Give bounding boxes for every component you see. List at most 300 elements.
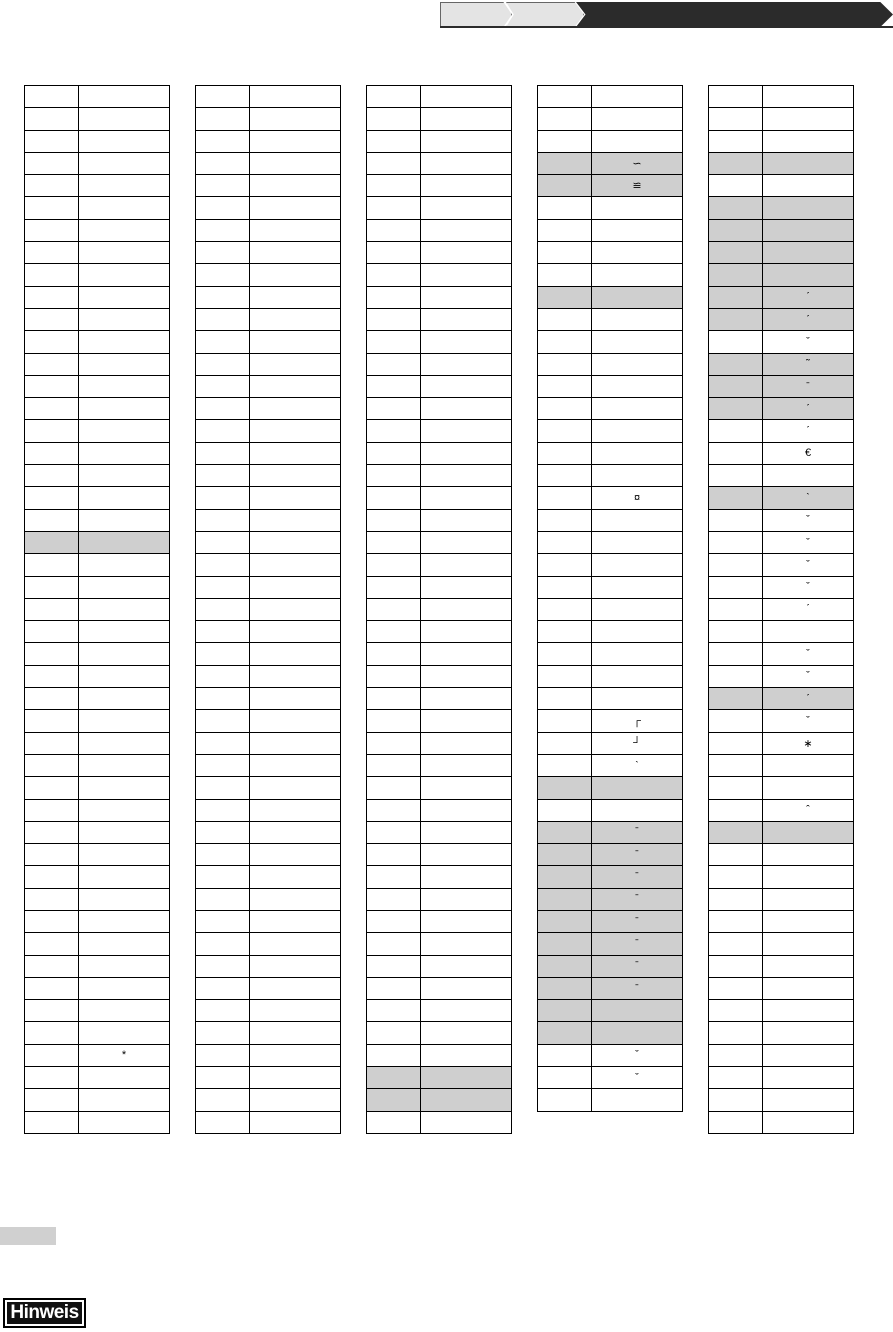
char-cell [763, 821, 854, 843]
char-cell [79, 308, 170, 330]
char-cell [592, 621, 683, 643]
char-cell: ∗ [763, 732, 854, 754]
code-cell [538, 1089, 592, 1111]
char-cell [79, 286, 170, 308]
char-cell [421, 621, 512, 643]
char-cell [79, 933, 170, 955]
code-cell [538, 754, 592, 776]
table-row [709, 353, 854, 375]
char-cell [79, 398, 170, 420]
char-cell [592, 353, 683, 375]
code-cell [709, 1089, 763, 1111]
char-cell [79, 152, 170, 174]
char-cell [79, 576, 170, 598]
code-cell [538, 308, 592, 330]
char-cell: ˉ [592, 821, 683, 843]
code-cell [367, 598, 421, 620]
code-cell [196, 732, 250, 754]
table-row [196, 844, 341, 866]
char-cell [421, 175, 512, 197]
table-row [538, 754, 683, 776]
table-row [25, 1089, 170, 1111]
char-cell [421, 130, 512, 152]
code-cell [709, 286, 763, 308]
code-cell [367, 910, 421, 932]
code-cell [25, 754, 79, 776]
char-cell [421, 821, 512, 843]
code-cell [367, 554, 421, 576]
char-cell [421, 353, 512, 375]
table-row [538, 242, 683, 264]
table-row [709, 108, 854, 130]
char-cell [421, 1089, 512, 1111]
code-cell [538, 910, 592, 932]
char-cell [79, 799, 170, 821]
char-cell [592, 554, 683, 576]
table-row [25, 554, 170, 576]
char-cell [592, 108, 683, 130]
code-cell [709, 777, 763, 799]
table-row [25, 264, 170, 286]
table-row [25, 108, 170, 130]
table-row [196, 242, 341, 264]
table-row [709, 487, 854, 509]
table-row [538, 353, 683, 375]
char-cell: ┌ [592, 710, 683, 732]
char-cell: ∽ [592, 152, 683, 174]
table-row [367, 933, 512, 955]
table-row [538, 152, 683, 174]
table-row [196, 264, 341, 286]
code-cell [25, 977, 79, 999]
table-row [25, 643, 170, 665]
code-cell [196, 1044, 250, 1066]
code-cell [25, 465, 79, 487]
table-row [538, 576, 683, 598]
table-row [367, 197, 512, 219]
code-cell [196, 398, 250, 420]
table-row [538, 910, 683, 932]
code-cell [367, 487, 421, 509]
table-row [709, 420, 854, 442]
table-row [196, 108, 341, 130]
char-cell [421, 264, 512, 286]
char-cell [250, 621, 341, 643]
code-cell [538, 710, 592, 732]
code-cell [538, 219, 592, 241]
table-row [367, 955, 512, 977]
table-row [367, 375, 512, 397]
table-row [367, 799, 512, 821]
table-row [196, 933, 341, 955]
char-cell [763, 175, 854, 197]
table-row [709, 531, 854, 553]
table-row [25, 130, 170, 152]
table-row [709, 554, 854, 576]
table-row [25, 821, 170, 843]
char-cell [79, 1089, 170, 1111]
table-row [538, 531, 683, 553]
table-row [367, 531, 512, 553]
char-cell [763, 933, 854, 955]
code-cell [25, 353, 79, 375]
char-cell [250, 1022, 341, 1044]
code-cell [25, 398, 79, 420]
code-cell [196, 799, 250, 821]
table-row [196, 219, 341, 241]
code-cell [709, 576, 763, 598]
char-cell [79, 910, 170, 932]
table-row [25, 1111, 170, 1133]
table-row [709, 197, 854, 219]
table-row [196, 777, 341, 799]
code-cell [538, 866, 592, 888]
header-char-cell [250, 86, 341, 108]
char-cell: ┘ [592, 732, 683, 754]
table-row [196, 621, 341, 643]
code-cell [25, 1111, 79, 1133]
char-cell [592, 509, 683, 531]
table-row [196, 152, 341, 174]
table-row [538, 175, 683, 197]
code-cell [538, 531, 592, 553]
code-cell [367, 420, 421, 442]
char-cell [421, 152, 512, 174]
char-cell [592, 264, 683, 286]
table-row [25, 219, 170, 241]
code-cell [538, 732, 592, 754]
code-table-3 [366, 85, 512, 1134]
code-cell [709, 420, 763, 442]
code-cell [709, 977, 763, 999]
code-cell [367, 844, 421, 866]
table-row [25, 242, 170, 264]
table-row [709, 977, 854, 999]
code-cell [709, 1000, 763, 1022]
code-cell [196, 710, 250, 732]
char-cell [250, 242, 341, 264]
table-row [367, 1000, 512, 1022]
char-cell: ˉ [592, 977, 683, 999]
code-cell [538, 108, 592, 130]
code-cell [196, 108, 250, 130]
char-cell [250, 1111, 341, 1133]
code-cell [196, 175, 250, 197]
table-row [25, 598, 170, 620]
char-cell [421, 331, 512, 353]
code-cell [709, 108, 763, 130]
char-cell [592, 531, 683, 553]
table-row [538, 487, 683, 509]
code-cell [25, 688, 79, 710]
char-cell [763, 1067, 854, 1089]
code-cell [196, 308, 250, 330]
code-cell [367, 465, 421, 487]
char-cell [421, 665, 512, 687]
table-row [709, 643, 854, 665]
table-row [709, 1022, 854, 1044]
table-row [709, 710, 854, 732]
code-cell [709, 665, 763, 687]
table-row [25, 286, 170, 308]
table-row [709, 598, 854, 620]
table-row [538, 264, 683, 286]
char-cell [421, 955, 512, 977]
header-code-cell [709, 86, 763, 108]
code-cell [538, 799, 592, 821]
char-cell [763, 130, 854, 152]
table-row [538, 777, 683, 799]
char-cell [763, 152, 854, 174]
char-cell [250, 375, 341, 397]
code-cell [367, 398, 421, 420]
char-cell [250, 331, 341, 353]
table-row [196, 353, 341, 375]
table-row [709, 219, 854, 241]
char-cell [421, 375, 512, 397]
char-cell [592, 219, 683, 241]
header-code-cell [538, 86, 592, 108]
code-cell [25, 576, 79, 598]
char-cell [79, 331, 170, 353]
char-cell [763, 754, 854, 776]
code-cell [196, 1022, 250, 1044]
code-cell [25, 643, 79, 665]
table-row [538, 598, 683, 620]
char-cell [79, 509, 170, 531]
code-cell [709, 888, 763, 910]
code-cell [538, 621, 592, 643]
char-cell [250, 821, 341, 843]
char-cell: ˉ [763, 375, 854, 397]
char-cell [79, 621, 170, 643]
code-cell [196, 754, 250, 776]
char-cell [79, 353, 170, 375]
table-row [709, 308, 854, 330]
table-row [25, 353, 170, 375]
code-cell [538, 175, 592, 197]
table-row [367, 1111, 512, 1133]
char-cell [250, 844, 341, 866]
table-row [196, 710, 341, 732]
table-row [196, 1111, 341, 1133]
table-row [367, 465, 512, 487]
char-cell [250, 777, 341, 799]
table-row [538, 799, 683, 821]
table-row [709, 777, 854, 799]
code-cell [367, 1067, 421, 1089]
char-cell [421, 688, 512, 710]
table-row [709, 442, 854, 464]
table-row [25, 799, 170, 821]
table-row [367, 621, 512, 643]
table-row [538, 710, 683, 732]
char-cell [421, 643, 512, 665]
char-cell [250, 509, 341, 531]
table-row [196, 509, 341, 531]
code-cell [367, 331, 421, 353]
char-cell [592, 777, 683, 799]
code-cell [25, 420, 79, 442]
table-row [538, 286, 683, 308]
char-cell [250, 933, 341, 955]
char-cell [592, 576, 683, 598]
code-cell [709, 465, 763, 487]
table-row [367, 888, 512, 910]
table-row [196, 375, 341, 397]
code-cell [367, 977, 421, 999]
table-row [367, 1044, 512, 1066]
char-cell [79, 710, 170, 732]
table-row [709, 688, 854, 710]
table-row [709, 1111, 854, 1133]
table-row [25, 844, 170, 866]
table-row [538, 197, 683, 219]
code-cell [196, 152, 250, 174]
char-cell: ˇ [763, 576, 854, 598]
code-cell [709, 598, 763, 620]
code-cell [538, 465, 592, 487]
table-row [709, 910, 854, 932]
table-row [538, 331, 683, 353]
code-cell [367, 933, 421, 955]
code-cell [709, 331, 763, 353]
char-cell [250, 754, 341, 776]
code-cell [538, 598, 592, 620]
table-row [538, 554, 683, 576]
code-cell [25, 375, 79, 397]
code-cell [709, 955, 763, 977]
code-cell [367, 621, 421, 643]
char-cell [421, 1022, 512, 1044]
code-cell [709, 1022, 763, 1044]
char-cell: ˋ [763, 487, 854, 509]
code-cell [538, 977, 592, 999]
table-row [709, 130, 854, 152]
char-cell [250, 465, 341, 487]
code-cell [367, 130, 421, 152]
char-cell [592, 688, 683, 710]
table-row [196, 175, 341, 197]
table-row [367, 576, 512, 598]
code-cell [196, 286, 250, 308]
code-cell [538, 487, 592, 509]
code-cell [709, 910, 763, 932]
char-cell [763, 910, 854, 932]
code-cell [538, 1000, 592, 1022]
table-row [538, 621, 683, 643]
note-label: Hinweis [7, 1302, 82, 1324]
char-cell [250, 197, 341, 219]
table-row [538, 398, 683, 420]
table-row [196, 955, 341, 977]
char-cell: ˉ [592, 955, 683, 977]
code-cell [196, 598, 250, 620]
char-cell: * [79, 1044, 170, 1066]
char-cell [421, 933, 512, 955]
code-cell [25, 1067, 79, 1089]
char-cell [79, 242, 170, 264]
table-row [196, 286, 341, 308]
char-cell [250, 799, 341, 821]
char-cell: ˊ [763, 398, 854, 420]
header-code-cell [196, 86, 250, 108]
code-cell [709, 643, 763, 665]
code-cell [196, 643, 250, 665]
table-row [196, 554, 341, 576]
code-cell [709, 442, 763, 464]
code-cell [709, 1111, 763, 1133]
code-cell [367, 1111, 421, 1133]
char-cell [421, 242, 512, 264]
char-cell: ˊ [763, 688, 854, 710]
code-cell [367, 108, 421, 130]
char-cell: € [763, 442, 854, 464]
code-cell [196, 576, 250, 598]
table-row [25, 152, 170, 174]
table-row [538, 1044, 683, 1066]
char-cell [763, 777, 854, 799]
code-cell [25, 910, 79, 932]
table-row [709, 621, 854, 643]
code-cell [367, 353, 421, 375]
code-cell [196, 866, 250, 888]
table-header-row [538, 86, 683, 108]
char-cell [421, 710, 512, 732]
code-cell [709, 1067, 763, 1089]
table-row [538, 688, 683, 710]
char-cell [421, 576, 512, 598]
char-cell: ˇ [592, 1067, 683, 1089]
code-cell [538, 420, 592, 442]
code-cell [709, 130, 763, 152]
char-cell [250, 1067, 341, 1089]
code-cell [196, 1067, 250, 1089]
code-cell [538, 242, 592, 264]
char-cell [763, 197, 854, 219]
char-cell [421, 866, 512, 888]
code-cell [25, 242, 79, 264]
char-cell [79, 442, 170, 464]
char-cell [763, 621, 854, 643]
code-cell [367, 576, 421, 598]
code-cell [538, 576, 592, 598]
char-cell [592, 442, 683, 464]
char-cell [763, 1022, 854, 1044]
char-cell [250, 108, 341, 130]
code-cell [538, 844, 592, 866]
code-cell [25, 197, 79, 219]
code-cell [538, 197, 592, 219]
table-row [367, 308, 512, 330]
code-cell [367, 219, 421, 241]
code-cell [25, 531, 79, 553]
code-cell [538, 777, 592, 799]
table-row [367, 509, 512, 531]
table-row [25, 175, 170, 197]
char-cell [763, 844, 854, 866]
table-row [196, 732, 341, 754]
char-cell [592, 665, 683, 687]
char-cell [79, 1022, 170, 1044]
table-header-row [25, 86, 170, 108]
code-cell [709, 219, 763, 241]
code-table-1 [24, 85, 170, 1134]
char-cell: ˆ [763, 799, 854, 821]
table-row [196, 487, 341, 509]
code-cell [25, 821, 79, 843]
code-cell [709, 866, 763, 888]
